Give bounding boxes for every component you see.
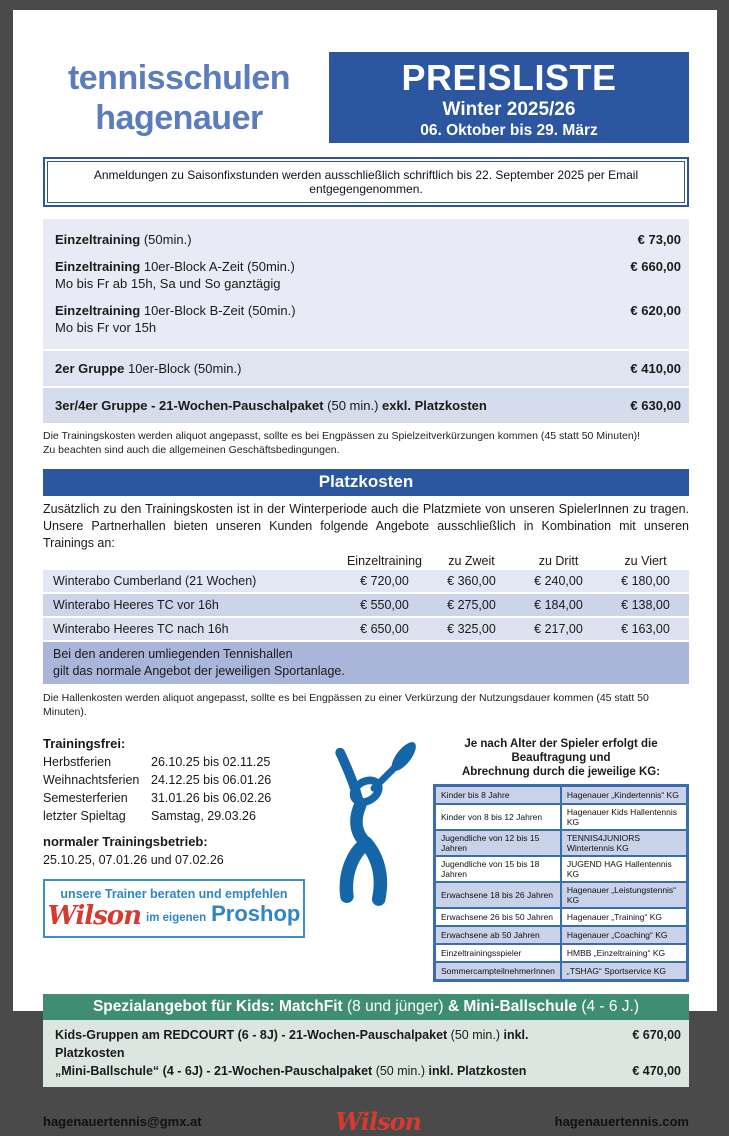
kg-row: Jugendliche von 12 bis 15 Jahren TENNIS4JUNIORS Wintertennis KG <box>435 830 688 856</box>
price-value: € 660,00 <box>630 259 681 274</box>
kg-row: Erwachsene 18 bis 26 Jahren Hagenauer „Leistungstennis“ KG <box>435 882 688 908</box>
price-row: Einzeltraining (50min.) € 73,00 <box>55 232 681 247</box>
price-band-einzeltraining <box>43 219 689 349</box>
price-row-subtext: Mo bis Fr ab 15h, Sa und So ganztägig <box>55 276 281 291</box>
price-row: Einzeltraining 10er-Block B-Zeit (50min.) Mo bis Fr vor 15h € 620,00 <box>55 303 681 335</box>
kg-heading: Je nach Alter der Spieler erfolgt die Beauftragung und Abrechnung durch die jeweilige KG: <box>461 738 661 778</box>
holiday-row: Herbstferien 26.10.25 bis 02.11.25 <box>43 755 271 769</box>
kg-row: Kinder bis 8 Jahre Hagenauer „Kindertennis“ KG <box>435 786 688 805</box>
price-row: 3er/4er Gruppe - 21-Wochen-Pauschalpaket (50 min.) exkl. Platzkosten € 630,00 <box>55 398 681 413</box>
kids-special-body <box>43 1020 689 1087</box>
season-subtitle: Winter 2025/26 <box>442 99 576 120</box>
price-value: € 670,00 <box>632 1028 681 1042</box>
platzkosten-row: Winterabo Heeres TC vor 16h € 550,00 € 275,00 € 184,00 € 138,00 <box>43 594 689 616</box>
registration-notice-text: Anmeldungen zu Saisonfixstunden werden ausschließlich schriftlich bis 22. September 2025 per Email entgegengenommen. <box>47 161 685 203</box>
training-price-table <box>43 219 689 423</box>
brand-logo <box>43 58 315 138</box>
registration-notice <box>43 157 689 207</box>
date-range: 06. Oktober bis 29. März <box>420 122 598 139</box>
wilson-logo: Wilson <box>47 901 142 931</box>
platzkosten-note: Bei den anderen umliegenden Tennishallen gilt das normale Angebot der jeweiligen Sportanlage. <box>43 642 689 684</box>
kg-row: SommercampteilnehmerInnen „TSHAG“ Sportservice KG <box>435 962 688 981</box>
price-value: € 73,00 <box>637 232 681 247</box>
kg-row: Erwachsene ab 50 Jahren Hagenauer „Coaching“ KG <box>435 926 688 944</box>
platzkosten-intro: Zusätzlich zu den Trainingskosten ist in der Winterperiode auch die Platzmiete von unseren SpielerInnen zu tragen. Unsere Partnerhallen bieten unseren Kunden folgende Angebote ausschließlich in Kombination mit unseren Trainings an: <box>43 502 689 550</box>
platzkosten-row: Winterabo Heeres TC nach 16h € 650,00 € 325,00 € 217,00 € 163,00 <box>43 618 689 640</box>
price-band-2er-gruppe <box>43 351 689 386</box>
wilson-logo: Wilson <box>335 1107 421 1136</box>
brand-line-1: tennisschulen <box>67 59 291 97</box>
holiday-row: letzter Spieltag Samstag, 29.03.26 <box>43 809 256 823</box>
column-header: zu Dritt <box>538 554 579 568</box>
kg-row: Erwachsene 26 bis 50 Jahren Hagenauer „Training“ KG <box>435 908 688 926</box>
kg-column <box>433 735 689 982</box>
price-value: € 630,00 <box>630 398 681 413</box>
trainingsfrei-title: Trainingsfrei: <box>43 736 126 751</box>
platzkosten-section-header: Platzkosten <box>43 469 689 496</box>
price-value: € 620,00 <box>630 303 681 318</box>
price-value: € 470,00 <box>632 1064 681 1078</box>
email-link[interactable]: hagenauertennis@gmx.at <box>43 1114 202 1129</box>
brand-line-2: hagenauer <box>95 99 263 137</box>
platzkosten-row: Winterabo Cumberland (21 Wochen) € 720,00 € 360,00 € 240,00 € 180,00 <box>43 570 689 592</box>
price-row: Einzeltraining 10er-Block A-Zeit (50min.) Mo bis Fr ab 15h, Sa und So ganztägig € 660,00 <box>55 259 681 291</box>
column-header: zu Viert <box>624 554 667 568</box>
kids-price-row: Kids-Gruppen am REDCOURT (6 - 8J) - 21-Wochen-Pauschalpaket (50 min.) inkl. Platzkosten € 670,00 <box>55 1028 681 1060</box>
page-title: PREISLISTE <box>401 57 617 98</box>
trainingsfrei-column <box>43 735 309 982</box>
normal-training-block: normaler Trainingsbetrieb: 25.10.25, 07.01.26 und 07.02.26 <box>43 834 224 867</box>
holiday-row: Weihnachtsferien 24.12.25 bis 06.01.26 <box>43 773 272 787</box>
proshop-label: Proshop <box>211 901 301 926</box>
column-header: Einzeltraining <box>346 554 423 568</box>
website-link[interactable]: hagenauertennis.com <box>554 1114 689 1129</box>
platzkosten-column-headers <box>43 554 689 568</box>
kids-price-row: „Mini-Ballschule“ (4 - 6J) - 21-Wochen-Pauschalpaket (50 min.) inkl. Platzkosten € 470,00 <box>55 1064 681 1078</box>
tennis-player-logo-icon <box>318 739 424 907</box>
kg-row: Jugendliche von 15 bis 18 Jahren JUGEND HAG Hallentennis KG <box>435 856 688 882</box>
kg-table <box>433 784 689 982</box>
proshop-slogan: unsere Trainer beraten und empfehlen <box>60 887 288 901</box>
player-figure-column <box>309 735 433 982</box>
price-row: 2er Gruppe 10er-Block (50min.) € 410,00 <box>55 361 681 376</box>
kids-special-header: Spezialangebot für Kids: MatchFit (8 und jünger) & Mini-Ballschule (4 - 6 J.) <box>43 994 689 1020</box>
platzkosten-footnote: Die Hallenkosten werden aliquot angepasst, sollte es bei Engpässen zu einer Verkürzung der Nutzungsdauer kommen (45 statt 50 Minuten). <box>43 692 649 718</box>
title-box <box>329 52 689 143</box>
column-header: zu Zweit <box>448 554 495 568</box>
footer <box>43 1107 689 1136</box>
header <box>43 52 689 143</box>
price-band-3er4er-gruppe <box>43 388 689 423</box>
bottom-section <box>43 735 689 982</box>
holiday-row: Semesterferien 31.01.26 bis 06.02.26 <box>43 791 272 805</box>
proshop-banner: unsere Trainer beraten und empfehlen Wilson im eigenen Proshop <box>43 879 305 938</box>
kg-row: Kinder von 8 bis 12 Jahren Hagenauer Kids Hallentennis KG <box>435 804 688 830</box>
price-list-page <box>13 10 717 1136</box>
training-footnote: Die Trainingskosten werden aliquot angepasst, sollte es bei Engpässen zu Spielzeitverkürzungen kommen (45 statt 50 Minuten)! Zu beachten sind auch die allgemeinen Geschäftsbedingungen. <box>43 430 641 456</box>
price-row-subtext: Mo bis Fr vor 15h <box>55 320 157 335</box>
price-value: € 410,00 <box>630 361 681 376</box>
kg-row: Einzeltrainingsspieler HMBB „Einzeltraining“ KG <box>435 944 688 962</box>
